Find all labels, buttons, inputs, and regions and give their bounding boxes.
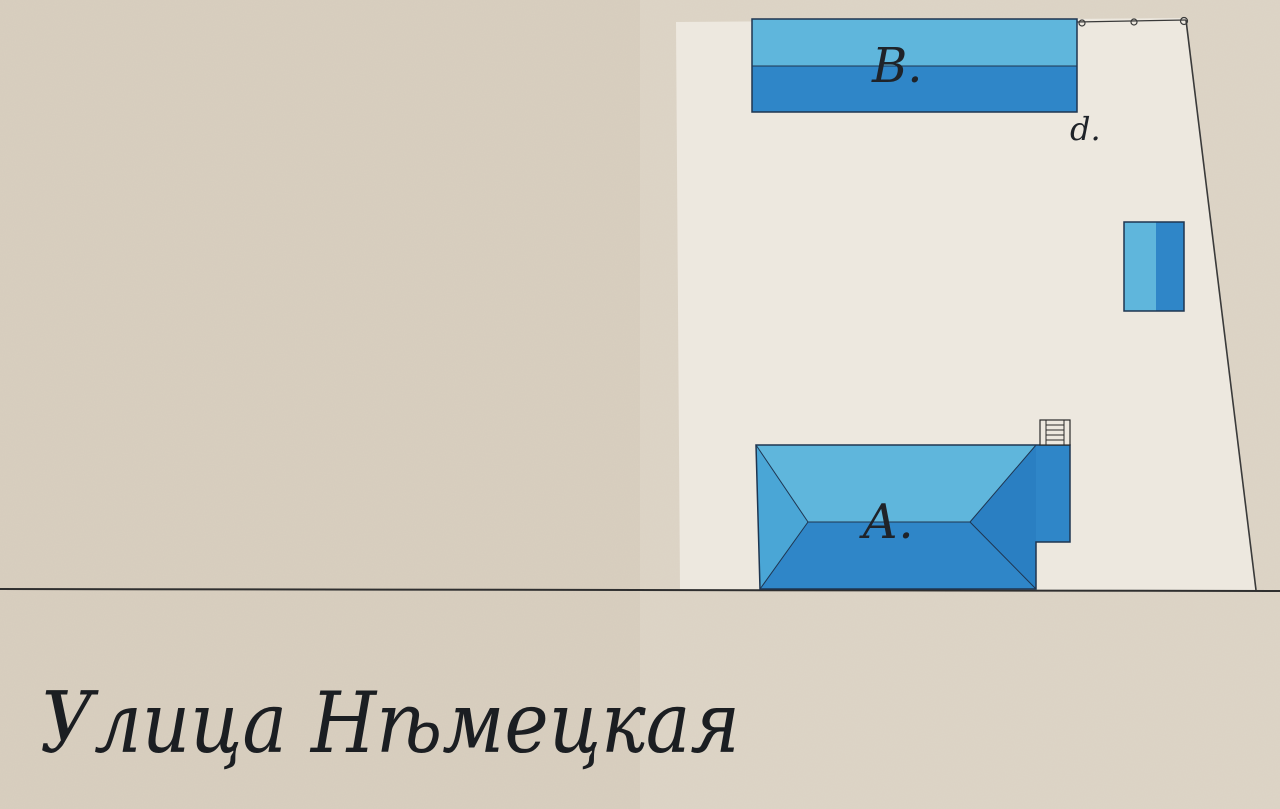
building-a-annex (1036, 445, 1070, 542)
small-outbuilding-light (1124, 222, 1156, 311)
building-b-label: В. (872, 38, 923, 94)
marker-d-label: d. (1070, 110, 1101, 148)
small-outbuilding (1124, 222, 1184, 311)
small-outbuilding-dark (1156, 222, 1184, 311)
stairs-icon (1040, 420, 1070, 445)
street-name: Улица Нѣмецкая (40, 674, 740, 772)
building-a-label: А. (862, 494, 914, 550)
